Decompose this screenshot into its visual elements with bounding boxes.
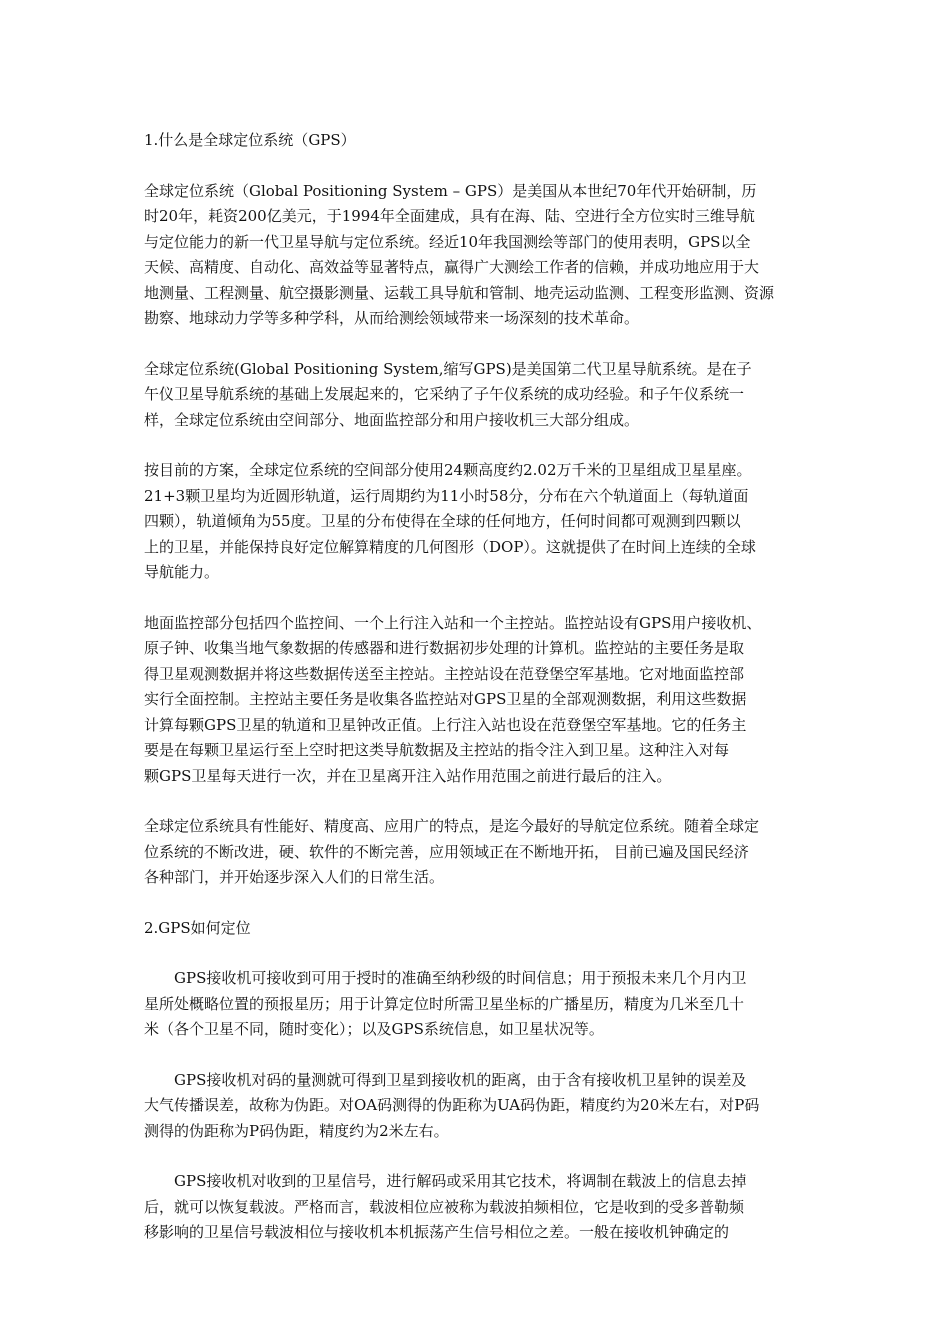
paragraph-gps-overview: 全球定位系统（Global Positioning System – GPS）是美国从本世纪70年代开始研制，历 时20年，耗资200亿美元，于1994年全面建成，具有在海、陆、空进行全方位实时三维导航 与定位能力的新一代卫星导航与定位系统。经近10年我国测绘等部门的使用表明，GPS以全 天候、高精度、自动化、高效益等显著特点，赢得广大测绘工作者的信赖，并成功地应用于大 地测量、工程测量、航空摄影测量、运载工具导航和管制、地壳运动监测、工程变形监测、资源 勘察、地球动力学等多种学科，从而给测绘领域带来一场深刻的技术革命。	[144, 181, 775, 327]
paragraph-gps-features: 全球定位系统具有性能好、精度高、应用广的特点，是迄今最好的导航定位系统。随着全球定 位系统的不断改进，硬、软件的不断完善，应用领域正在不断地开拓， 目前已遍及国民经济 各种部门，并开始逐步深入人们的日常生活。	[144, 817, 760, 886]
paragraph-gps-composition: 全球定位系统(Global Positioning System,缩写GPS)是美国第二代卫星导航系统。是在子 午仪卫星导航系统的基础上发展起来的，它采纳了子午仪系统的成功经验。和子午仪系统一 样，全球定位系统由空间部分、地面监控部分和用户接收机三大部分组成。	[144, 359, 752, 429]
paragraph-space-segment: 按目前的方案，全球定位系统的空间部分使用24颗高度约2.02万千米的卫星组成卫星星座。 21+3颗卫星均为近圆形轨道，运行周期约为11小时58分，分布在六个轨道面上（每轨道面 四颗），轨道倾角为55度。卫星的分布使得在全球的任何地方，任何时间都可观测到四颗以 上的卫星，并能保持良好定位解算精度的几何图形（DOP）。这就提供了在时间上连续的全球 导航能力。	[144, 461, 756, 581]
paragraph-carrier-phase: GPS接收机对收到的卫星信号，进行解码或采用其它技术，将调制在载波上的信息去掉 后，就可以恢复载波。严格而言，载波相位应被称为载波拍频相位，它是收到的受多普勒频 移影响的卫星信号载波相位与接收机本机振荡产生信号相位之差。一般在接收机钟确定的	[144, 1172, 747, 1241]
paragraph-pseudorange: GPS接收机对码的量测就可得到卫星到接收机的距离，由于含有接收机卫星钟的误差及 大气传播误差，故称为伪距。对OA码测得的伪距称为UA码伪距，精度约为20米左右，对P码 测得的伪距称为P码伪距，精度约为2米左右。	[144, 1070, 760, 1140]
paragraph-receiver-info: GPS接收机可接收到可用于授时的准确至纳秒级的时间信息；用于预报未来几个月内卫 星所处概略位置的预报星历；用于计算定位时所需卫星坐标的广播星历，精度为几米至几十 米（各个卫星不同，随时变化）；以及GPS系统信息，如卫星状况等。	[144, 969, 747, 1038]
section-heading-2: 2.GPS如何定位	[144, 918, 251, 937]
section-heading-1: 1.什么是全球定位系统（GPS）	[144, 131, 356, 149]
paragraph-ground-control: 地面监控部分包括四个监控间、一个上行注入站和一个主控站。监控站设有GPS用户接收机、 原子钟、收集当地气象数据的传感器和进行数据初步处理的计算机。监控站的主要任务是取 得卫星观测数据并将这些数据传送至主控站。主控站设在范登堡空军基地。它对地面监控部 实行全面控制。主控站主要任务是收集各监控站对GPS卫星的全部观测数据，利用这些数据 计算每颗GPS卫星的轨道和卫星钟改正值。上行注入站也设在范登堡空军基地。它的任务主 要是在每颗卫星运行至上空时把这类导航数据及主控站的指令注入到卫星。这种注入对每 颗GPS卫星每天进行一次，并在卫星离开注入站作用范围之前进行最后的注入。	[144, 613, 762, 785]
document-page	[144, 128, 812, 1271]
